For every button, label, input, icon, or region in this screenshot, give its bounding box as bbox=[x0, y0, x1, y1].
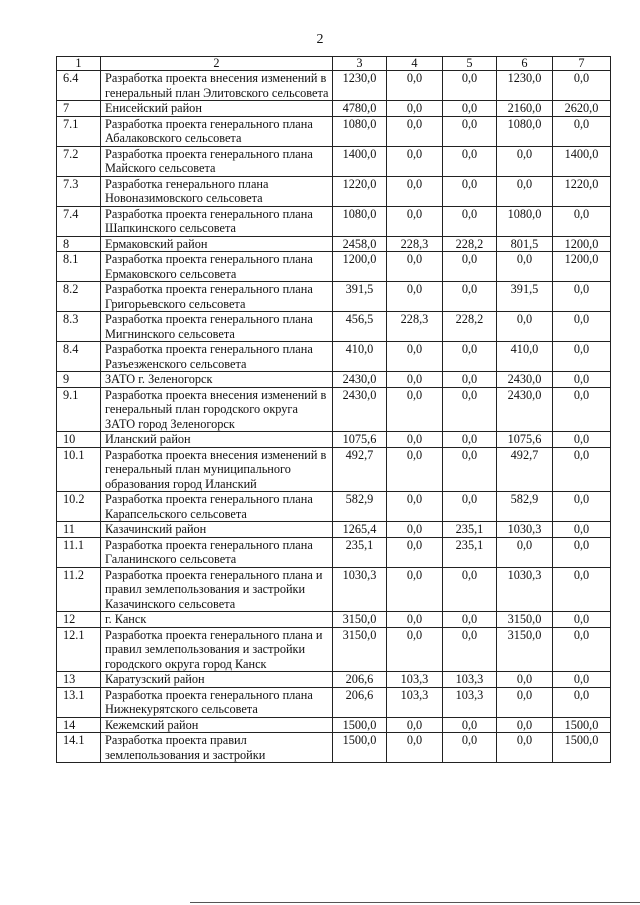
row-name-cell: Енисейский район bbox=[101, 101, 333, 117]
table-row bbox=[57, 116, 611, 146]
row-name-cell: Каратузский район bbox=[101, 672, 333, 688]
value-cell: 1500,0 bbox=[553, 717, 611, 733]
row-number-cell: 8.4 bbox=[57, 342, 101, 372]
table-row bbox=[57, 537, 611, 567]
value-cell: 1200,0 bbox=[553, 252, 611, 282]
value-cell: 103,3 bbox=[443, 687, 497, 717]
value-cell: 1030,3 bbox=[497, 522, 553, 538]
row-name-cell: Разработка проекта внесения изменений в генеральный план Элитовского сельсовета bbox=[101, 71, 333, 101]
value-cell: 0,0 bbox=[387, 612, 443, 628]
header-row bbox=[57, 57, 611, 71]
value-cell: 0,0 bbox=[443, 71, 497, 101]
value-cell: 3150,0 bbox=[497, 612, 553, 628]
value-cell: 410,0 bbox=[497, 342, 553, 372]
value-cell: 228,3 bbox=[387, 236, 443, 252]
value-cell: 2430,0 bbox=[333, 372, 387, 388]
value-cell: 0,0 bbox=[387, 206, 443, 236]
table-row bbox=[57, 236, 611, 252]
value-cell: 3150,0 bbox=[333, 627, 387, 672]
value-cell: 391,5 bbox=[333, 282, 387, 312]
table-row bbox=[57, 522, 611, 538]
value-cell: 0,0 bbox=[443, 627, 497, 672]
value-cell: 0,0 bbox=[553, 116, 611, 146]
value-cell: 228,2 bbox=[443, 312, 497, 342]
table-row bbox=[57, 567, 611, 612]
value-cell: 0,0 bbox=[553, 627, 611, 672]
value-cell: 0,0 bbox=[553, 447, 611, 492]
value-cell: 0,0 bbox=[553, 492, 611, 522]
row-number-cell: 12.1 bbox=[57, 627, 101, 672]
value-cell: 3150,0 bbox=[497, 627, 553, 672]
value-cell: 0,0 bbox=[553, 537, 611, 567]
value-cell: 1030,3 bbox=[497, 567, 553, 612]
row-name-cell: Разработка проекта генерального плана Мигнинского сельсовета bbox=[101, 312, 333, 342]
value-cell: 206,6 bbox=[333, 672, 387, 688]
value-cell: 0,0 bbox=[387, 101, 443, 117]
value-cell: 0,0 bbox=[497, 717, 553, 733]
value-cell: 582,9 bbox=[497, 492, 553, 522]
row-name-cell: Казачинский район bbox=[101, 522, 333, 538]
row-number-cell: 9.1 bbox=[57, 387, 101, 432]
value-cell: 1500,0 bbox=[333, 733, 387, 763]
value-cell: 1500,0 bbox=[333, 717, 387, 733]
row-number-cell: 7.4 bbox=[57, 206, 101, 236]
value-cell: 0,0 bbox=[553, 342, 611, 372]
row-number-cell: 10.2 bbox=[57, 492, 101, 522]
value-cell: 0,0 bbox=[553, 206, 611, 236]
value-cell: 0,0 bbox=[497, 176, 553, 206]
value-cell: 0,0 bbox=[387, 537, 443, 567]
value-cell: 0,0 bbox=[387, 372, 443, 388]
table-body bbox=[57, 71, 611, 763]
header-cell: 7 bbox=[553, 57, 611, 71]
row-name-cell: Разработка проекта генерального плана Разъезженского сельсовета bbox=[101, 342, 333, 372]
row-number-cell: 13.1 bbox=[57, 687, 101, 717]
table-row bbox=[57, 252, 611, 282]
value-cell: 0,0 bbox=[553, 372, 611, 388]
value-cell: 1500,0 bbox=[553, 733, 611, 763]
value-cell: 0,0 bbox=[443, 206, 497, 236]
row-name-cell: Разработка проекта генерального плана и правил землепользования и застройки Казачинского сельсовета bbox=[101, 567, 333, 612]
value-cell: 1200,0 bbox=[553, 236, 611, 252]
value-cell: 0,0 bbox=[387, 252, 443, 282]
value-cell: 1080,0 bbox=[497, 206, 553, 236]
bottom-rule bbox=[190, 902, 640, 903]
value-cell: 235,1 bbox=[443, 522, 497, 538]
value-cell: 1075,6 bbox=[497, 432, 553, 448]
table-row bbox=[57, 627, 611, 672]
value-cell: 391,5 bbox=[497, 282, 553, 312]
table-row bbox=[57, 687, 611, 717]
value-cell: 0,0 bbox=[443, 612, 497, 628]
header-cell: 3 bbox=[333, 57, 387, 71]
value-cell: 582,9 bbox=[333, 492, 387, 522]
value-cell: 2430,0 bbox=[333, 387, 387, 432]
value-cell: 0,0 bbox=[443, 567, 497, 612]
value-cell: 0,0 bbox=[553, 522, 611, 538]
value-cell: 4780,0 bbox=[333, 101, 387, 117]
value-cell: 0,0 bbox=[387, 447, 443, 492]
value-cell: 0,0 bbox=[497, 146, 553, 176]
row-number-cell: 10.1 bbox=[57, 447, 101, 492]
row-name-cell: Разработка проекта генерального плана Абалаковского сельсовета bbox=[101, 116, 333, 146]
value-cell: 2430,0 bbox=[497, 372, 553, 388]
row-number-cell: 8.2 bbox=[57, 282, 101, 312]
header-cell: 1 bbox=[57, 57, 101, 71]
value-cell: 0,0 bbox=[497, 687, 553, 717]
value-cell: 801,5 bbox=[497, 236, 553, 252]
table-row bbox=[57, 387, 611, 432]
row-number-cell: 7 bbox=[57, 101, 101, 117]
value-cell: 0,0 bbox=[443, 372, 497, 388]
value-cell: 492,7 bbox=[497, 447, 553, 492]
value-cell: 0,0 bbox=[553, 432, 611, 448]
value-cell: 235,1 bbox=[333, 537, 387, 567]
value-cell: 0,0 bbox=[387, 116, 443, 146]
value-cell: 0,0 bbox=[387, 176, 443, 206]
value-cell: 0,0 bbox=[387, 342, 443, 372]
value-cell: 1200,0 bbox=[333, 252, 387, 282]
value-cell: 0,0 bbox=[387, 717, 443, 733]
value-cell: 0,0 bbox=[387, 492, 443, 522]
value-cell: 410,0 bbox=[333, 342, 387, 372]
header-cell: 4 bbox=[387, 57, 443, 71]
value-cell: 1080,0 bbox=[333, 206, 387, 236]
row-name-cell: ЗАТО г. Зеленогорск bbox=[101, 372, 333, 388]
value-cell: 1030,3 bbox=[333, 567, 387, 612]
value-cell: 0,0 bbox=[443, 176, 497, 206]
row-number-cell: 13 bbox=[57, 672, 101, 688]
value-cell: 0,0 bbox=[553, 567, 611, 612]
table-row bbox=[57, 492, 611, 522]
value-cell: 0,0 bbox=[443, 116, 497, 146]
header-cell: 2 bbox=[101, 57, 333, 71]
row-number-cell: 11.2 bbox=[57, 567, 101, 612]
value-cell: 0,0 bbox=[443, 733, 497, 763]
row-name-cell: Разработка проекта генерального плана Григорьевского сельсовета bbox=[101, 282, 333, 312]
value-cell: 0,0 bbox=[443, 252, 497, 282]
table-row bbox=[57, 672, 611, 688]
value-cell: 0,0 bbox=[553, 71, 611, 101]
value-cell: 0,0 bbox=[387, 387, 443, 432]
row-name-cell: Разработка проекта внесения изменений в генеральный план городского округа ЗАТО город Зеленогорск bbox=[101, 387, 333, 432]
row-number-cell: 6.4 bbox=[57, 71, 101, 101]
value-cell: 0,0 bbox=[387, 71, 443, 101]
row-number-cell: 10 bbox=[57, 432, 101, 448]
row-number-cell: 11 bbox=[57, 522, 101, 538]
row-name-cell: Разработка проекта генерального плана Ермаковского сельсовета bbox=[101, 252, 333, 282]
row-number-cell: 7.2 bbox=[57, 146, 101, 176]
value-cell: 228,3 bbox=[387, 312, 443, 342]
table-row bbox=[57, 342, 611, 372]
table-row bbox=[57, 146, 611, 176]
value-cell: 0,0 bbox=[443, 342, 497, 372]
value-cell: 0,0 bbox=[443, 282, 497, 312]
table-row bbox=[57, 206, 611, 236]
row-name-cell: Разработка генерального плана Новоназимовского сельсовета bbox=[101, 176, 333, 206]
value-cell: 0,0 bbox=[387, 432, 443, 448]
row-name-cell: Разработка проекта генерального плана и правил землепользования и застройки городского округа город Канск bbox=[101, 627, 333, 672]
row-number-cell: 14 bbox=[57, 717, 101, 733]
value-cell: 1080,0 bbox=[333, 116, 387, 146]
value-cell: 2430,0 bbox=[497, 387, 553, 432]
page-number: 2 bbox=[316, 32, 324, 47]
value-cell: 0,0 bbox=[387, 282, 443, 312]
value-cell: 0,0 bbox=[553, 687, 611, 717]
value-cell: 0,0 bbox=[387, 146, 443, 176]
value-cell: 0,0 bbox=[497, 537, 553, 567]
row-number-cell: 9 bbox=[57, 372, 101, 388]
row-number-cell: 12 bbox=[57, 612, 101, 628]
row-name-cell: Разработка проекта генерального плана Галанинского сельсовета bbox=[101, 537, 333, 567]
value-cell: 0,0 bbox=[443, 717, 497, 733]
value-cell: 1080,0 bbox=[497, 116, 553, 146]
row-name-cell: Разработка проекта генерального плана Нижнекурятского сельсовета bbox=[101, 687, 333, 717]
value-cell: 492,7 bbox=[333, 447, 387, 492]
table-row bbox=[57, 432, 611, 448]
budget-table bbox=[56, 56, 611, 763]
row-name-cell: Разработка проекта генерального плана Шапкинского сельсовета bbox=[101, 206, 333, 236]
table-row bbox=[57, 312, 611, 342]
value-cell: 0,0 bbox=[443, 492, 497, 522]
value-cell: 1230,0 bbox=[497, 71, 553, 101]
value-cell: 0,0 bbox=[497, 252, 553, 282]
value-cell: 0,0 bbox=[497, 733, 553, 763]
table-row bbox=[57, 447, 611, 492]
value-cell: 103,3 bbox=[443, 672, 497, 688]
value-cell: 0,0 bbox=[497, 672, 553, 688]
value-cell: 1400,0 bbox=[333, 146, 387, 176]
value-cell: 2620,0 bbox=[553, 101, 611, 117]
value-cell: 0,0 bbox=[443, 432, 497, 448]
value-cell: 2458,0 bbox=[333, 236, 387, 252]
table-row bbox=[57, 717, 611, 733]
value-cell: 0,0 bbox=[387, 733, 443, 763]
value-cell: 0,0 bbox=[387, 567, 443, 612]
row-number-cell: 8.1 bbox=[57, 252, 101, 282]
value-cell: 0,0 bbox=[553, 672, 611, 688]
value-cell: 1230,0 bbox=[333, 71, 387, 101]
value-cell: 3150,0 bbox=[333, 612, 387, 628]
table-row bbox=[57, 71, 611, 101]
value-cell: 0,0 bbox=[443, 146, 497, 176]
value-cell: 0,0 bbox=[443, 387, 497, 432]
value-cell: 0,0 bbox=[553, 612, 611, 628]
value-cell: 228,2 bbox=[443, 236, 497, 252]
value-cell: 103,3 bbox=[387, 687, 443, 717]
value-cell: 0,0 bbox=[387, 627, 443, 672]
value-cell: 0,0 bbox=[443, 101, 497, 117]
value-cell: 0,0 bbox=[497, 312, 553, 342]
row-name-cell: Разработка проекта внесения изменений в генеральный план муниципального образования город Иланский bbox=[101, 447, 333, 492]
value-cell: 1075,6 bbox=[333, 432, 387, 448]
table-row bbox=[57, 282, 611, 312]
row-name-cell: г. Канск bbox=[101, 612, 333, 628]
value-cell: 235,1 bbox=[443, 537, 497, 567]
table-row bbox=[57, 733, 611, 763]
row-name-cell: Разработка проекта генерального плана Майского сельсовета bbox=[101, 146, 333, 176]
value-cell: 456,5 bbox=[333, 312, 387, 342]
value-cell: 206,6 bbox=[333, 687, 387, 717]
row-name-cell: Разработка проекта генерального плана Карапсельского сельсовета bbox=[101, 492, 333, 522]
row-number-cell: 11.1 bbox=[57, 537, 101, 567]
row-number-cell: 7.1 bbox=[57, 116, 101, 146]
row-name-cell: Иланский район bbox=[101, 432, 333, 448]
row-name-cell: Ермаковский район bbox=[101, 236, 333, 252]
value-cell: 1220,0 bbox=[553, 176, 611, 206]
table-row bbox=[57, 612, 611, 628]
row-name-cell: Кежемский район bbox=[101, 717, 333, 733]
value-cell: 0,0 bbox=[553, 387, 611, 432]
row-number-cell: 8.3 bbox=[57, 312, 101, 342]
row-number-cell: 14.1 bbox=[57, 733, 101, 763]
value-cell: 1400,0 bbox=[553, 146, 611, 176]
value-cell: 0,0 bbox=[553, 282, 611, 312]
value-cell: 103,3 bbox=[387, 672, 443, 688]
value-cell: 2160,0 bbox=[497, 101, 553, 117]
row-number-cell: 8 bbox=[57, 236, 101, 252]
value-cell: 0,0 bbox=[387, 522, 443, 538]
value-cell: 0,0 bbox=[553, 312, 611, 342]
header-cell: 6 bbox=[497, 57, 553, 71]
table-row bbox=[57, 372, 611, 388]
header-cell: 5 bbox=[443, 57, 497, 71]
row-number-cell: 7.3 bbox=[57, 176, 101, 206]
value-cell: 0,0 bbox=[443, 447, 497, 492]
row-name-cell: Разработка проекта правил землепользования и застройки bbox=[101, 733, 333, 763]
value-cell: 1265,4 bbox=[333, 522, 387, 538]
table-row bbox=[57, 176, 611, 206]
table-row bbox=[57, 101, 611, 117]
value-cell: 1220,0 bbox=[333, 176, 387, 206]
